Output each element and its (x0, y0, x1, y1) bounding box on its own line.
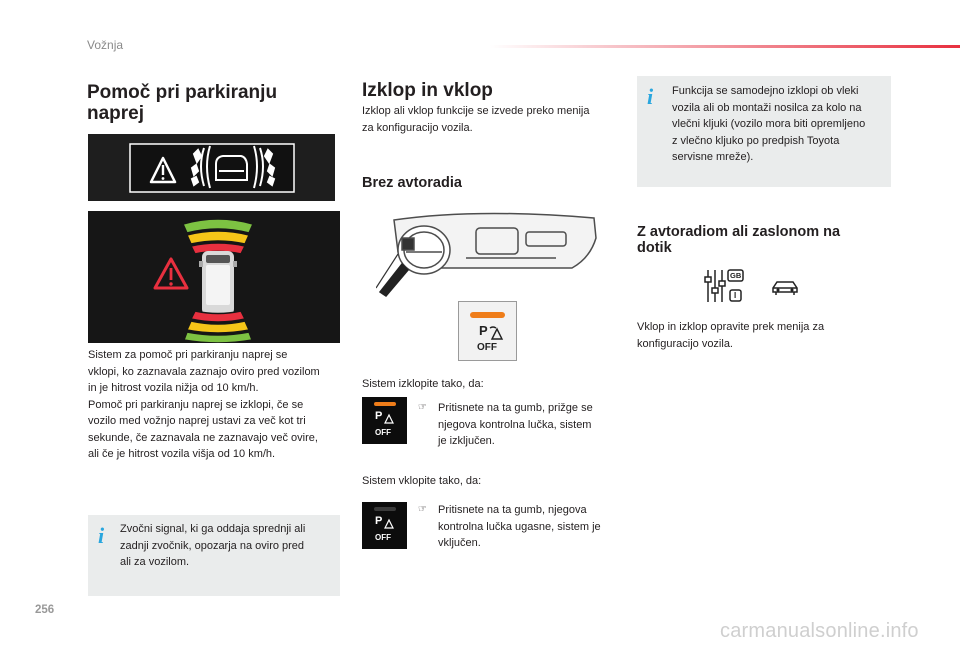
on-instruction-label: Sistem vklopite tako, da: (362, 475, 482, 487)
right-subtitle-line1: Z avtoradiom ali zaslonom na (637, 224, 841, 240)
front-zones (183, 219, 253, 254)
p-off-button-large (458, 301, 517, 361)
led-indicator-off (374, 507, 396, 511)
middle-subtitle: Brez avtoradia (362, 175, 462, 191)
display-screen-graphic (88, 134, 335, 201)
right-subtitle (637, 224, 897, 256)
rear-zones (184, 311, 252, 343)
pointing-hand-icon: ☞ (418, 402, 427, 413)
car-top-view (199, 251, 237, 315)
left-info-box (88, 515, 340, 596)
car-outline-graphic (770, 279, 800, 297)
parking-sensor-image (88, 211, 340, 343)
section-title: Vožnja (87, 38, 124, 52)
language-badge: GB (730, 271, 742, 280)
left-title-line1: Pomoč pri parkiranju (87, 82, 278, 103)
left-title (87, 82, 327, 124)
p-off-button-small-2 (362, 502, 407, 549)
button-off-label: OFF (477, 342, 497, 353)
button-off-label: OFF (375, 428, 391, 437)
left-title-line2: naprej (87, 103, 145, 124)
dashboard-illustration (376, 208, 600, 300)
parking-sensor-icon: P (375, 515, 383, 527)
right-body-text: Vklop in izklop opravite prek menija za konfiguracijo vozila. (637, 321, 825, 350)
info-icon: i (98, 523, 105, 548)
watermark: carmanualsonline.info (720, 620, 919, 642)
left-info-text: Zvočni signal, ki ga oddaja sprednji ali zadnji zvočnik, opozarja na oviro pred ali za vozilom. (120, 523, 306, 568)
pointing-hand-icon: ☞ (418, 504, 427, 515)
right-info-box (637, 76, 891, 187)
off-step-text: Pritisnete na ta gumb, prižge se njegova kontrolna lučka, sistem je izključen. (438, 402, 593, 447)
page-number: 256 (35, 604, 55, 616)
parking-sensor-icon: P (375, 410, 383, 422)
middle-intro-text: Izklop ali vklop funkcije se izvede preko menija za konfiguracijo vozila. (362, 105, 590, 134)
parking-sensor-icon: P (479, 323, 488, 338)
pointer-arrow-icon (380, 264, 408, 296)
off-instruction-label: Sistem izklopite tako, da: (362, 378, 484, 390)
p-off-button-small-1 (362, 397, 407, 444)
warning-triangle-icon (155, 259, 187, 288)
dashboard-display-image (88, 134, 335, 201)
led-indicator-on (374, 402, 396, 406)
left-body-text: Sistem za pomoč pri parkiranju naprej se vklopi, ko zaznavala zaznajo oviro pred vozilom in je hitrost vozila nižja od 10 km/h. Pomoč pri parkiranju naprej se izklopi, če se vozilo med vožnjo naprej ustavi za več kot tri sekunde, če zaznavala ne zaznavajo več ovire, ali če je hitrost vozila višja od 10 km/h. (88, 349, 320, 460)
button-off-label: OFF (375, 533, 391, 542)
sensor-waves-icon (383, 517, 395, 529)
info-icon: i (647, 84, 654, 109)
info-badge: I (734, 291, 737, 300)
header-bar (490, 45, 960, 48)
sliders-icon (703, 268, 745, 304)
right-subtitle-line2: dotik (637, 240, 672, 256)
led-indicator (470, 312, 505, 318)
right-info-text: Funkcija se samodejno izklopi ob vleki vozila ali ob montaži nosilca za kolo na vlečni kljuki (vozilo mora biti opremljeno z vlečno kljuko po predpish Toyota servisne mreže). (672, 85, 866, 163)
dashboard-line-drawing (376, 208, 600, 300)
on-step-text: Pritisnete na ta gumb, njegova kontrolna lučka ugasne, sistem je vključen. (438, 504, 601, 549)
sensor-waves-icon (383, 412, 395, 424)
sensor-waves-icon (489, 326, 505, 340)
middle-title: Izklop in vklop (362, 80, 493, 101)
parking-zones-graphic (88, 211, 340, 343)
car-icon (770, 279, 800, 297)
